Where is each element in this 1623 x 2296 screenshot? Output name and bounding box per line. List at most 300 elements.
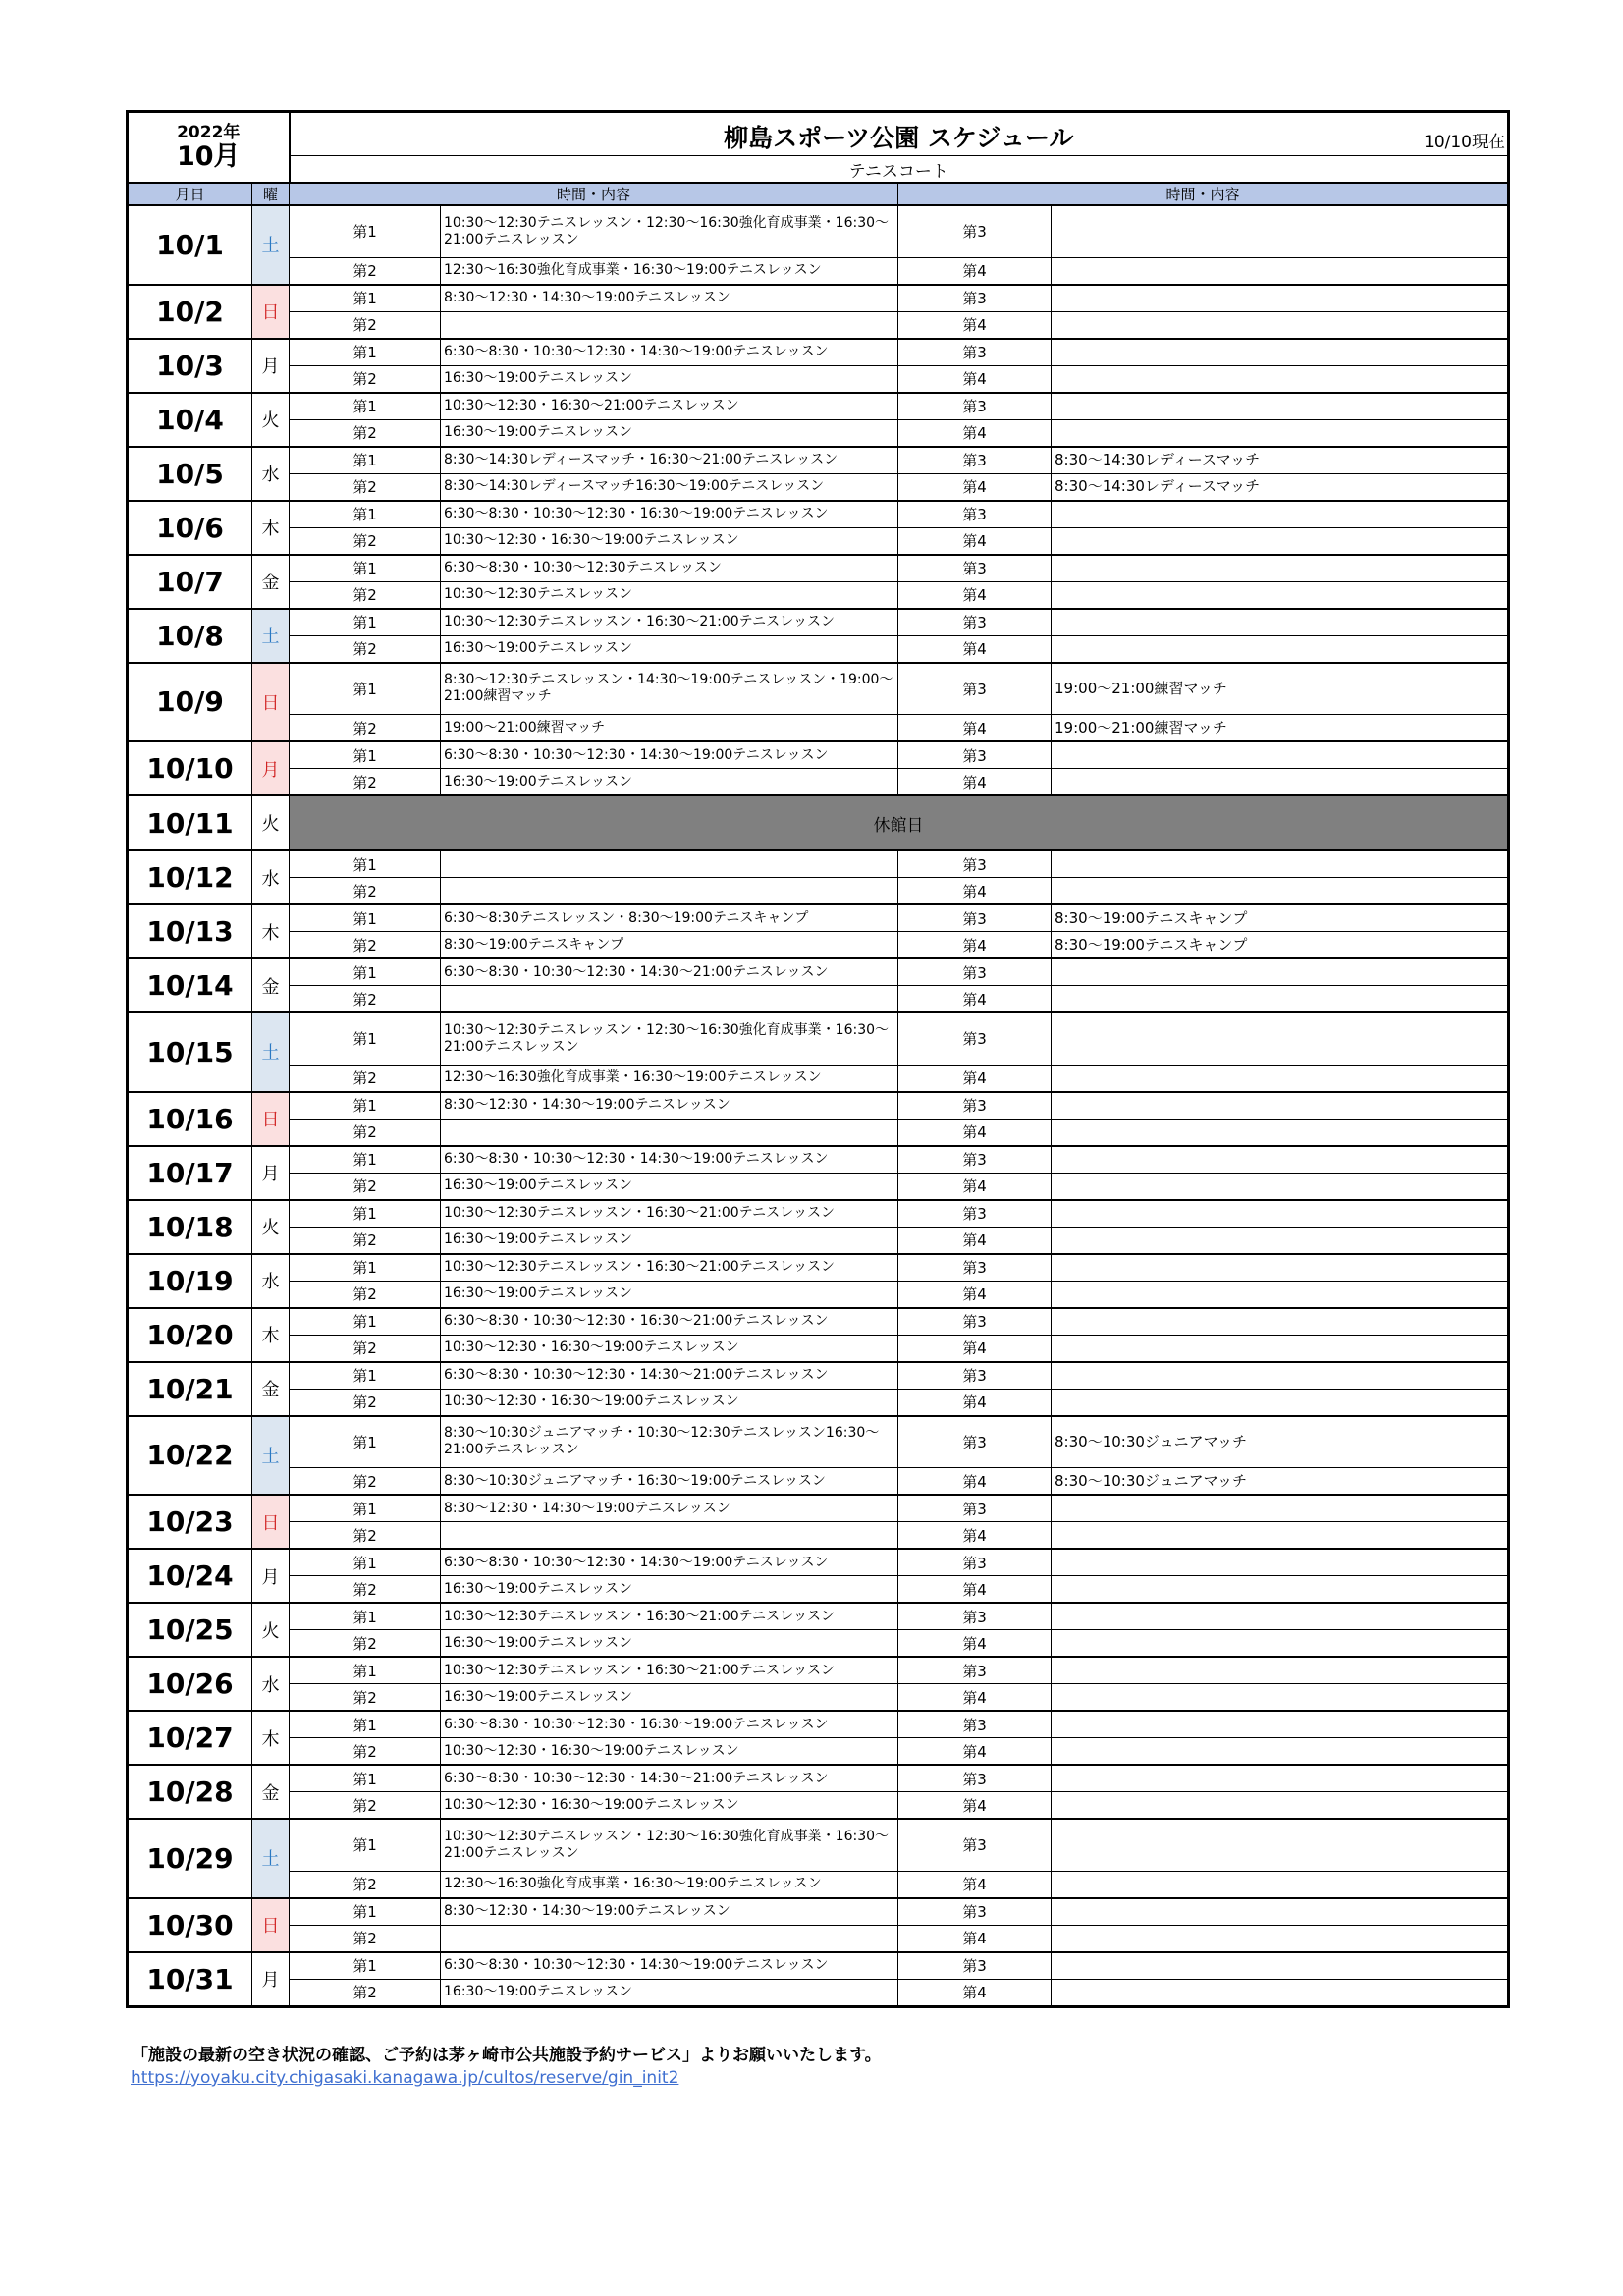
day-row <box>129 1952 1508 1980</box>
court-label-1: 第1 <box>290 1819 441 1871</box>
court-4-schedule <box>1052 419 1508 447</box>
court-4-schedule: 8:30～19:00テニスキャンプ <box>1052 932 1508 959</box>
court-1-schedule: 6:30～8:30・10:30～12:30・16:30～19:00テニスレッスン <box>441 1711 898 1738</box>
day-date: 10/17 <box>129 1146 252 1200</box>
court-label-2: 第2 <box>290 715 441 742</box>
court-label-4: 第4 <box>898 1389 1052 1416</box>
court-label-2: 第2 <box>290 769 441 796</box>
court-label-2: 第2 <box>290 1281 441 1308</box>
day-row-second <box>129 635 1508 663</box>
court-3-schedule <box>1052 609 1508 636</box>
court-label-3: 第3 <box>898 1657 1052 1684</box>
court-label-3: 第3 <box>898 205 1052 257</box>
court-label-1: 第1 <box>290 609 441 636</box>
court-3-schedule <box>1052 1092 1508 1120</box>
court-label-3: 第3 <box>898 1012 1052 1065</box>
day-date: 10/26 <box>129 1657 252 1711</box>
court-3-schedule <box>1052 205 1508 257</box>
court-label-1: 第1 <box>290 501 441 528</box>
court-1-schedule: 10:30～12:30テニスレッスン・12:30～16:30強化育成事業・16:30～21:00テニスレッスン <box>441 1819 898 1871</box>
court-label-3: 第3 <box>898 1819 1052 1871</box>
court-4-schedule <box>1052 1630 1508 1658</box>
court-2-schedule: 12:30～16:30強化育成事業・16:30～19:00テニスレッスン <box>441 1871 898 1898</box>
court-label-2: 第2 <box>290 1119 441 1146</box>
court-2-schedule: 10:30～12:30・16:30～19:00テニスレッスン <box>441 1335 898 1362</box>
col-header-time-right: 時間・内容 <box>898 184 1508 206</box>
day-row <box>129 1092 1508 1120</box>
court-4-schedule <box>1052 1871 1508 1898</box>
court-1-schedule: 6:30～8:30・10:30～12:30・14:30～21:00テニスレッスン <box>441 1765 898 1792</box>
day-row-second <box>129 473 1508 501</box>
court-4-schedule <box>1052 1281 1508 1308</box>
court-label-2: 第2 <box>290 1684 441 1712</box>
day-row-second <box>129 257 1508 285</box>
court-label-1: 第1 <box>290 393 441 420</box>
court-4-schedule <box>1052 581 1508 609</box>
day-row-second <box>129 878 1508 905</box>
day-row <box>129 1146 1508 1174</box>
court-label-4: 第4 <box>898 1335 1052 1362</box>
day-date: 10/13 <box>129 904 252 958</box>
schedule-sheet <box>126 110 1510 2008</box>
day-row <box>129 1898 1508 1926</box>
court-label-3: 第3 <box>898 1898 1052 1926</box>
court-1-schedule: 8:30～12:30・14:30～19:00テニスレッスン <box>441 1092 898 1120</box>
day-date: 10/3 <box>129 339 252 393</box>
day-of-week: 日 <box>252 1898 290 1952</box>
court-3-schedule: 19:00～21:00練習マッチ <box>1052 663 1508 715</box>
court-label-2: 第2 <box>290 419 441 447</box>
court-label-1: 第1 <box>290 741 441 769</box>
day-date: 10/1 <box>129 205 252 285</box>
court-3-schedule <box>1052 1898 1508 1926</box>
court-1-schedule: 10:30～12:30・16:30～21:00テニスレッスン <box>441 393 898 420</box>
day-date: 10/22 <box>129 1416 252 1496</box>
court-label-4: 第4 <box>898 1792 1052 1820</box>
day-date: 10/28 <box>129 1765 252 1819</box>
day-of-week: 土 <box>252 609 290 663</box>
day-date: 10/20 <box>129 1308 252 1362</box>
col-header-date: 月日 <box>129 184 252 206</box>
day-date: 10/12 <box>129 850 252 904</box>
court-label-3: 第3 <box>898 958 1052 986</box>
day-row <box>129 904 1508 932</box>
day-row-second <box>129 311 1508 339</box>
day-row-second <box>129 1979 1508 2005</box>
court-1-schedule: 10:30～12:30テニスレッスン・16:30～21:00テニスレッスン <box>441 1603 898 1630</box>
court-label-4: 第4 <box>898 365 1052 393</box>
court-label-3: 第3 <box>898 1092 1052 1120</box>
court-4-schedule <box>1052 1522 1508 1550</box>
court-1-schedule: 10:30～12:30テニスレッスン・16:30～21:00テニスレッスン <box>441 609 898 636</box>
year-label: 2022年 <box>177 123 241 142</box>
court-label-2: 第2 <box>290 257 441 285</box>
court-label-2: 第2 <box>290 1871 441 1898</box>
court-label-1: 第1 <box>290 339 441 366</box>
day-of-week: 火 <box>252 393 290 447</box>
court-label-3: 第3 <box>898 1765 1052 1792</box>
day-date: 10/30 <box>129 1898 252 1952</box>
court-label-1: 第1 <box>290 1092 441 1120</box>
day-row <box>129 393 1508 420</box>
court-label-1: 第1 <box>290 904 441 932</box>
court-label-1: 第1 <box>290 1657 441 1684</box>
court-label-2: 第2 <box>290 1389 441 1416</box>
court-4-schedule <box>1052 1576 1508 1604</box>
day-date: 10/27 <box>129 1711 252 1765</box>
day-row-second <box>129 581 1508 609</box>
day-of-week: 水 <box>252 850 290 904</box>
court-label-2: 第2 <box>290 1227 441 1254</box>
court-label-2: 第2 <box>290 1173 441 1200</box>
day-date: 10/5 <box>129 447 252 501</box>
court-label-3: 第3 <box>898 1308 1052 1336</box>
court-2-schedule: 8:30～14:30レディースマッチ16:30～19:00テニスレッスン <box>441 473 898 501</box>
court-label-2: 第2 <box>290 1792 441 1820</box>
court-2-schedule: 10:30～12:30・16:30～19:00テニスレッスン <box>441 1389 898 1416</box>
court-4-schedule <box>1052 1065 1508 1092</box>
court-3-schedule <box>1052 1254 1508 1282</box>
day-row <box>129 1416 1508 1468</box>
court-label-2: 第2 <box>290 473 441 501</box>
court-label-3: 第3 <box>898 1495 1052 1522</box>
court-label-2: 第2 <box>290 1979 441 2005</box>
court-label-3: 第3 <box>898 339 1052 366</box>
court-label-4: 第4 <box>898 311 1052 339</box>
day-row <box>129 339 1508 366</box>
day-of-week: 火 <box>252 1200 290 1254</box>
day-date: 10/15 <box>129 1012 252 1092</box>
court-label-4: 第4 <box>898 878 1052 905</box>
day-row <box>129 501 1508 528</box>
day-of-week: 日 <box>252 1495 290 1549</box>
court-3-schedule <box>1052 1146 1508 1174</box>
court-label-2: 第2 <box>290 1335 441 1362</box>
day-row-second <box>129 1738 1508 1766</box>
court-2-schedule <box>441 1522 898 1550</box>
day-row-second <box>129 1871 1508 1898</box>
court-4-schedule <box>1052 986 1508 1013</box>
court-label-2: 第2 <box>290 581 441 609</box>
court-3-schedule <box>1052 1200 1508 1228</box>
day-row-second <box>129 1468 1508 1496</box>
court-4-schedule: 19:00～21:00練習マッチ <box>1052 715 1508 742</box>
day-of-week: 土 <box>252 205 290 285</box>
court-label-1: 第1 <box>290 1952 441 1980</box>
court-1-schedule: 8:30～12:30・14:30～19:00テニスレッスン <box>441 1495 898 1522</box>
court-1-schedule: 8:30～14:30レディースマッチ・16:30～21:00テニスレッスン <box>441 447 898 474</box>
court-4-schedule <box>1052 635 1508 663</box>
day-date: 10/2 <box>129 285 252 339</box>
court-4-schedule <box>1052 257 1508 285</box>
court-label-1: 第1 <box>290 1254 441 1282</box>
court-2-schedule: 16:30～19:00テニスレッスン <box>441 1576 898 1604</box>
court-1-schedule: 6:30～8:30・10:30～12:30・16:30～19:00テニスレッスン <box>441 501 898 528</box>
court-label-3: 第3 <box>898 1254 1052 1282</box>
day-of-week: 月 <box>252 1952 290 2006</box>
court-label-4: 第4 <box>898 1630 1052 1658</box>
court-label-4: 第4 <box>898 1522 1052 1550</box>
court-label-1: 第1 <box>290 1416 441 1468</box>
court-1-schedule: 8:30～12:30・14:30～19:00テニスレッスン <box>441 1898 898 1926</box>
day-row <box>129 555 1508 582</box>
day-row-second <box>129 419 1508 447</box>
court-label-4: 第4 <box>898 1738 1052 1766</box>
day-of-week: 土 <box>252 1416 290 1496</box>
court-label-1: 第1 <box>290 205 441 257</box>
court-label-1: 第1 <box>290 1898 441 1926</box>
column-header-row <box>129 184 1508 206</box>
court-label-4: 第4 <box>898 1119 1052 1146</box>
court-label-4: 第4 <box>898 1065 1052 1092</box>
court-4-schedule <box>1052 311 1508 339</box>
court-label-3: 第3 <box>898 741 1052 769</box>
day-row <box>129 447 1508 474</box>
court-4-schedule <box>1052 1389 1508 1416</box>
court-2-schedule <box>441 1119 898 1146</box>
court-label-1: 第1 <box>290 1603 441 1630</box>
court-label-4: 第4 <box>898 581 1052 609</box>
day-row-second <box>129 1119 1508 1146</box>
court-label-1: 第1 <box>290 1495 441 1522</box>
title-cell <box>290 113 1508 156</box>
court-3-schedule <box>1052 339 1508 366</box>
court-label-1: 第1 <box>290 285 441 312</box>
day-date: 10/14 <box>129 958 252 1012</box>
court-2-schedule: 16:30～19:00テニスレッスン <box>441 1227 898 1254</box>
reservation-link[interactable]: https://yoyaku.city.chigasaki.kanagawa.jp/cultos/reserve/gin_init2 <box>131 2068 679 2088</box>
court-1-schedule: 6:30～8:30・10:30～12:30・14:30～19:00テニスレッスン <box>441 1952 898 1980</box>
day-of-week: 火 <box>252 795 290 850</box>
court-label-1: 第1 <box>290 1146 441 1174</box>
court-1-schedule: 6:30～8:30・10:30～12:30・14:30～21:00テニスレッスン <box>441 958 898 986</box>
day-row-second <box>129 1684 1508 1712</box>
day-date: 10/9 <box>129 663 252 742</box>
day-row <box>129 1711 1508 1738</box>
day-row-second <box>129 1227 1508 1254</box>
court-label-4: 第4 <box>898 1979 1052 2005</box>
day-date: 10/29 <box>129 1819 252 1898</box>
day-of-week: 日 <box>252 1092 290 1146</box>
court-1-schedule <box>441 850 898 878</box>
court-1-schedule: 10:30～12:30テニスレッスン・12:30～16:30強化育成事業・16:30～21:00テニスレッスン <box>441 205 898 257</box>
day-of-week: 金 <box>252 1362 290 1416</box>
court-label-4: 第4 <box>898 419 1052 447</box>
court-label-4: 第4 <box>898 1468 1052 1496</box>
court-1-schedule: 6:30～8:30・10:30～12:30・14:30～21:00テニスレッスン <box>441 1362 898 1390</box>
day-row <box>129 1657 1508 1684</box>
court-4-schedule <box>1052 769 1508 796</box>
court-4-schedule <box>1052 1173 1508 1200</box>
court-1-schedule: 10:30～12:30テニスレッスン・16:30～21:00テニスレッスン <box>441 1254 898 1282</box>
court-label-2: 第2 <box>290 365 441 393</box>
day-row <box>129 663 1508 715</box>
day-row-second <box>129 715 1508 742</box>
court-2-schedule <box>441 878 898 905</box>
day-row <box>129 1603 1508 1630</box>
court-4-schedule <box>1052 1979 1508 2005</box>
day-date: 10/24 <box>129 1549 252 1603</box>
court-label-3: 第3 <box>898 1200 1052 1228</box>
day-row-second <box>129 1792 1508 1820</box>
day-row-second <box>129 1065 1508 1092</box>
court-2-schedule: 12:30～16:30強化育成事業・16:30～19:00テニスレッスン <box>441 257 898 285</box>
court-label-2: 第2 <box>290 878 441 905</box>
court-2-schedule: 10:30～12:30・16:30～19:00テニスレッスン <box>441 1792 898 1820</box>
court-4-schedule <box>1052 1335 1508 1362</box>
day-row <box>129 1308 1508 1336</box>
court-3-schedule <box>1052 1952 1508 1980</box>
court-label-1: 第1 <box>290 1200 441 1228</box>
court-label-3: 第3 <box>898 1146 1052 1174</box>
court-2-schedule: 16:30～19:00テニスレッスン <box>441 365 898 393</box>
court-3-schedule: 8:30～14:30レディースマッチ <box>1052 447 1508 474</box>
court-2-schedule: 19:00～21:00練習マッチ <box>441 715 898 742</box>
court-3-schedule <box>1052 1495 1508 1522</box>
day-date: 10/6 <box>129 501 252 555</box>
court-label-4: 第4 <box>898 715 1052 742</box>
court-2-schedule: 16:30～19:00テニスレッスン <box>441 635 898 663</box>
schedule-table <box>128 183 1508 2006</box>
day-row-second <box>129 365 1508 393</box>
day-row <box>129 1765 1508 1792</box>
day-row <box>129 1012 1508 1065</box>
court-4-schedule <box>1052 1227 1508 1254</box>
court-1-schedule: 8:30～12:30・14:30～19:00テニスレッスン <box>441 285 898 312</box>
court-2-schedule <box>441 1925 898 1952</box>
court-3-schedule <box>1052 741 1508 769</box>
day-row-second <box>129 986 1508 1013</box>
court-label-2: 第2 <box>290 635 441 663</box>
court-2-schedule <box>441 986 898 1013</box>
court-4-schedule <box>1052 1925 1508 1952</box>
court-label-1: 第1 <box>290 1362 441 1390</box>
court-label-1: 第1 <box>290 850 441 878</box>
day-row <box>129 1362 1508 1390</box>
court-label-3: 第3 <box>898 447 1052 474</box>
court-4-schedule: 8:30～10:30ジュニアマッチ <box>1052 1468 1508 1496</box>
court-label-4: 第4 <box>898 1925 1052 1952</box>
day-row-second <box>129 1576 1508 1604</box>
court-label-2: 第2 <box>290 527 441 555</box>
day-of-week: 月 <box>252 339 290 393</box>
closed-label: 休館日 <box>290 795 1508 850</box>
court-3-schedule <box>1052 1549 1508 1576</box>
court-1-schedule: 10:30～12:30テニスレッスン・12:30～16:30強化育成事業・16:30～21:00テニスレッスン <box>441 1012 898 1065</box>
court-4-schedule <box>1052 878 1508 905</box>
court-label-2: 第2 <box>290 1522 441 1550</box>
court-4-schedule <box>1052 527 1508 555</box>
court-label-4: 第4 <box>898 769 1052 796</box>
court-label-3: 第3 <box>898 609 1052 636</box>
court-1-schedule: 6:30～8:30・10:30～12:30・14:30～19:00テニスレッスン <box>441 741 898 769</box>
court-3-schedule <box>1052 1603 1508 1630</box>
court-label-3: 第3 <box>898 1711 1052 1738</box>
court-label-3: 第3 <box>898 850 1052 878</box>
court-3-schedule <box>1052 1362 1508 1390</box>
day-date: 10/23 <box>129 1495 252 1549</box>
court-label-1: 第1 <box>290 1549 441 1576</box>
day-date: 10/7 <box>129 555 252 609</box>
court-2-schedule: 16:30～19:00テニスレッスン <box>441 419 898 447</box>
court-label-2: 第2 <box>290 1925 441 1952</box>
day-row <box>129 1819 1508 1871</box>
court-label-3: 第3 <box>898 1603 1052 1630</box>
court-4-schedule <box>1052 1684 1508 1712</box>
day-row <box>129 741 1508 769</box>
day-of-week: 金 <box>252 555 290 609</box>
page-title: 柳島スポーツ公園 スケジュール <box>724 124 1074 152</box>
court-label-4: 第4 <box>898 527 1052 555</box>
day-row <box>129 1549 1508 1576</box>
court-1-schedule: 6:30～8:30・10:30～12:30・14:30～19:00テニスレッスン <box>441 339 898 366</box>
facility-name: テニスコート <box>290 156 1508 183</box>
court-label-2: 第2 <box>290 311 441 339</box>
court-label-2: 第2 <box>290 932 441 959</box>
court-label-3: 第3 <box>898 1549 1052 1576</box>
court-1-schedule: 6:30～8:30・10:30～12:30・14:30～19:00テニスレッスン <box>441 1146 898 1174</box>
day-row <box>129 1200 1508 1228</box>
court-3-schedule <box>1052 501 1508 528</box>
court-3-schedule <box>1052 958 1508 986</box>
month-label: 10月 <box>176 141 241 172</box>
court-1-schedule: 10:30～12:30テニスレッスン・16:30～21:00テニスレッスン <box>441 1657 898 1684</box>
day-row-second <box>129 932 1508 959</box>
court-2-schedule <box>441 311 898 339</box>
court-label-1: 第1 <box>290 1711 441 1738</box>
court-1-schedule: 8:30～12:30テニスレッスン・14:30～19:00テニスレッスン・19:00～21:00練習マッチ <box>441 663 898 715</box>
day-of-week: 土 <box>252 1012 290 1092</box>
court-label-1: 第1 <box>290 663 441 715</box>
day-date: 10/8 <box>129 609 252 663</box>
court-4-schedule: 8:30～14:30レディースマッチ <box>1052 473 1508 501</box>
day-of-week: 水 <box>252 1657 290 1711</box>
court-label-2: 第2 <box>290 986 441 1013</box>
day-row <box>129 850 1508 878</box>
day-date: 10/21 <box>129 1362 252 1416</box>
day-of-week: 木 <box>252 1308 290 1362</box>
court-3-schedule <box>1052 393 1508 420</box>
court-2-schedule: 8:30～10:30ジュニアマッチ・16:30～19:00テニスレッスン <box>441 1468 898 1496</box>
day-row-second <box>129 1630 1508 1658</box>
court-label-4: 第4 <box>898 1227 1052 1254</box>
court-4-schedule <box>1052 1119 1508 1146</box>
closed-day-row <box>129 795 1508 850</box>
court-3-schedule <box>1052 1308 1508 1336</box>
col-header-dow: 曜 <box>252 184 290 206</box>
day-of-week: 木 <box>252 501 290 555</box>
day-date: 10/11 <box>129 795 252 850</box>
court-label-1: 第1 <box>290 1765 441 1792</box>
day-row-second <box>129 527 1508 555</box>
court-4-schedule <box>1052 1738 1508 1766</box>
day-date: 10/19 <box>129 1254 252 1308</box>
day-row-second <box>129 1389 1508 1416</box>
court-label-1: 第1 <box>290 958 441 986</box>
court-4-schedule <box>1052 1792 1508 1820</box>
day-row-second <box>129 769 1508 796</box>
court-2-schedule: 8:30～19:00テニスキャンプ <box>441 932 898 959</box>
court-label-2: 第2 <box>290 1468 441 1496</box>
day-of-week: 火 <box>252 1603 290 1657</box>
court-label-2: 第2 <box>290 1576 441 1604</box>
court-label-3: 第3 <box>898 501 1052 528</box>
court-2-schedule: 10:30～12:30テニスレッスン <box>441 581 898 609</box>
court-3-schedule <box>1052 1765 1508 1792</box>
court-3-schedule <box>1052 285 1508 312</box>
day-row-second <box>129 1173 1508 1200</box>
day-of-week: 月 <box>252 1549 290 1603</box>
